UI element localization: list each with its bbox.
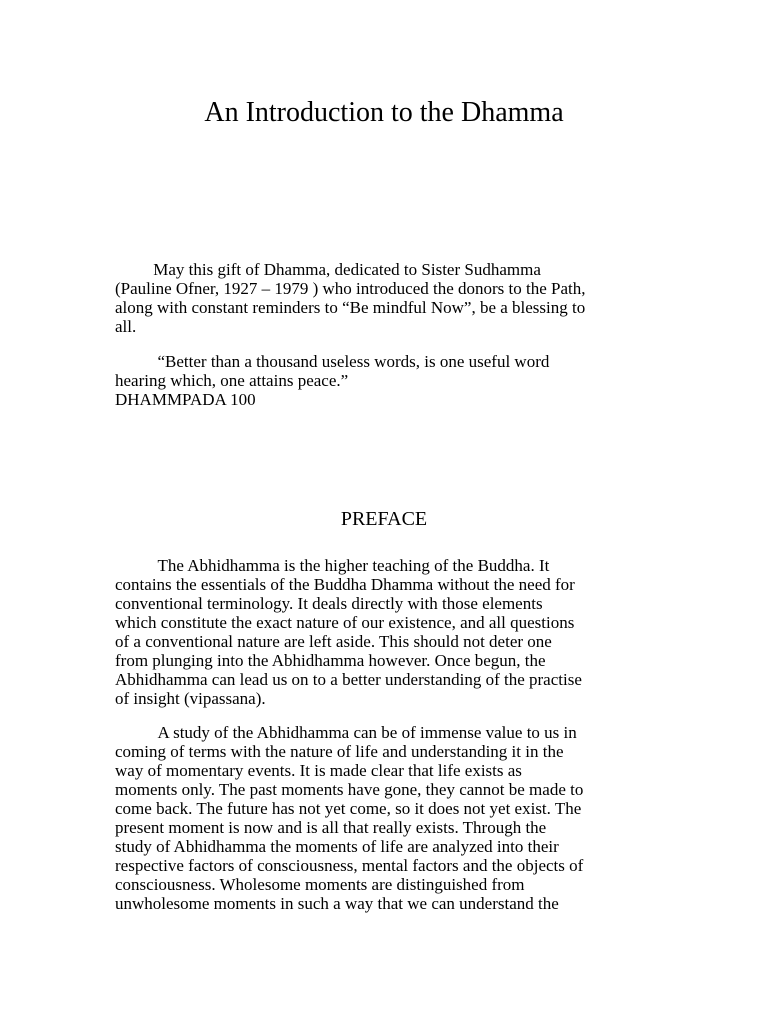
preface-paragraph-2: A study of the Abhidhamma can be of immense value to us in coming of terms with the nature of life and understanding it in the way of momentary events. It is made clear that life exists as moments only. The past moments have gone, they cannot be made to come back. The future has not yet come, so it does not yet exist. The present moment is now and is all that really exists. Through the study of Abhidhamma the moments of life are analyzed into their respective factors of consciousness, mental factors and the objects of consciousness. Wholesome moments are distinguished from unwholesome moments in such a way that we can understand the: [115, 723, 584, 913]
dedication-paragraph: May this gift of Dhamma, dedicated to Sister Sudhamma (Pauline Ofner, 1927 – 1979 ) who introduced the donors to the Path, along with constant reminders to “Be mindful Now”, be a blessing to all.: [115, 260, 586, 336]
quote-paragraph: “Better than a thousand useless words, is one useful word hearing which, one attains peace.” DHAMMPADA 100: [115, 352, 550, 409]
document-title: An Introduction to the Dhamma: [204, 97, 564, 128]
preface-heading: PREFACE: [340, 508, 428, 530]
preface-paragraph-1: The Abhidhamma is the higher teaching of the Buddha. It contains the essentials of the Buddha Dhamma without the need for conventional terminology. It deals directly with those elements which constitute the exact nature of our existence, and all questions of a conventional nature are left aside. This should not deter one from plunging into the Abhidhamma however. Once begun, the Abhidhamma can lead us on to a better understanding of the practise of insight (vipassana).: [115, 556, 582, 708]
